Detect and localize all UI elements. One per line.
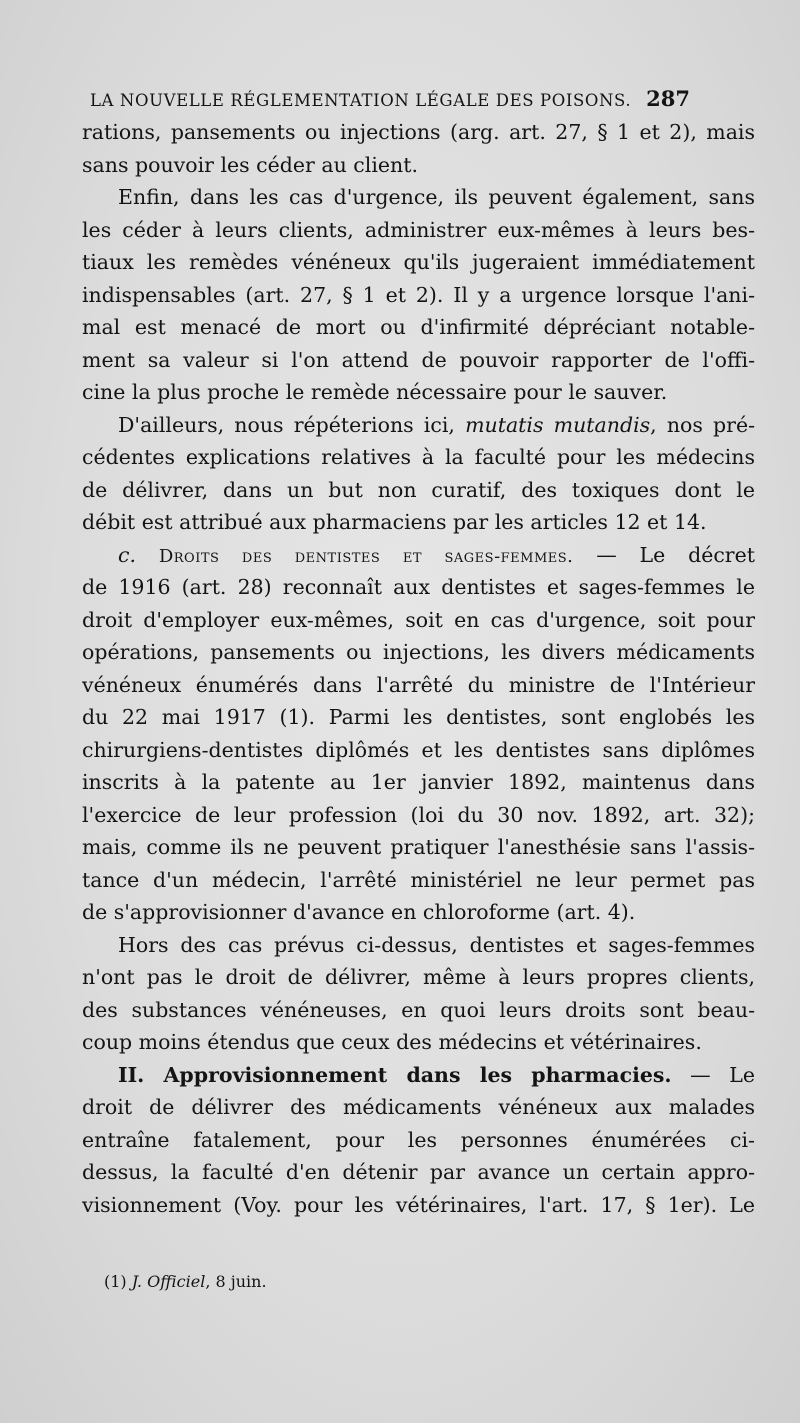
text-line: opérations, pansements ou injections, les divers médicaments [82, 640, 755, 664]
text-line: mal est menacé de mort ou d'infirmité dépréciant notable- [82, 315, 755, 339]
page-number: 287 [646, 86, 690, 111]
footnote-source: J. Officiel [131, 1272, 206, 1291]
italic-phrase: mutatis mutandis [465, 412, 651, 437]
text-line: Hors des cas prévus ci-dessus, dentistes et sages-femmes [118, 932, 755, 957]
text-line: l'exercice de leur profession (loi du 30 nov. 1892, art. 32); [82, 802, 755, 827]
text-line: tiaux les remèdes vénéneux qu'ils jugeraient immédiatement [82, 250, 755, 274]
text-line: les céder à leurs clients, administrer eux-mêmes à leurs bes- [82, 217, 755, 242]
footnote [104, 1272, 267, 1291]
text-line [82, 1059, 755, 1092]
section-heading: Droits des dentistes et sages-femmes. [158, 545, 574, 567]
text-line: des substances vénéneuses, en quoi leurs droits sont beau- [82, 997, 755, 1022]
text-line: coup moins étendus que ceux des médecins et vétérinaires. [82, 1030, 702, 1054]
text-line: vénéneux énumérés dans l'arrêté du ministre de l'Intérieur [82, 672, 755, 697]
text-run: — Le décret [573, 542, 755, 567]
text-line [82, 539, 755, 572]
body-text [82, 116, 755, 1221]
text-run: , nos pré- [650, 412, 755, 437]
text-line [82, 409, 755, 442]
text-line: débit est attribué aux pharmaciens par les articles 12 et 14. [82, 510, 707, 534]
text-line: de s'approvisionner d'avance en chloroforme (art. 4). [82, 900, 636, 924]
text-line: visionnement (Voy. pour les vétérinaires, l'art. 17, § 1er). Le [82, 1192, 755, 1217]
text-line: dessus, la faculté d'en détenir par avance un certain appro- [82, 1160, 755, 1184]
text-line: tance d'un médecin, l'arrêté ministériel ne leur permet pas [82, 867, 755, 892]
text-line: ment sa valeur si l'on attend de pouvoir rapporter de l'offi- [82, 347, 755, 372]
text-run: D'ailleurs, nous répéterions ici, [118, 412, 466, 437]
footnote-date: , 8 juin. [205, 1272, 267, 1291]
text-line: mais, comme ils ne peuvent pratiquer l'anesthésie sans l'assis- [82, 835, 755, 859]
section-heading: II. Approvisionnement dans les pharmacies. [118, 1062, 672, 1087]
footnote-marker: (1) [104, 1272, 132, 1291]
section-letter: c. [118, 542, 136, 567]
text-line: de 1916 (art. 28) reconnaît aux dentistes et sages-femmes le [82, 575, 755, 599]
text-line: droit de délivrer des médicaments vénéneux aux malades [82, 1095, 755, 1119]
text-run: — Le [671, 1062, 755, 1087]
text-line: entraîne fatalement, pour les personnes énumérées ci- [82, 1127, 755, 1152]
text-line: n'ont pas le droit de délivrer, même à leurs propres clients, [82, 965, 755, 989]
text-line: rations, pansements ou injections (arg. art. 27, § 1 et 2), mais [82, 120, 755, 144]
text-line: du 22 mai 1917 (1). Parmi les dentistes, sont englobés les [82, 705, 755, 729]
text-line: Enfin, dans les cas d'urgence, ils peuvent également, sans [118, 185, 755, 209]
text-line: de délivrer, dans un but non curatif, des toxiques dont le [82, 477, 755, 502]
text-line: sans pouvoir les céder au client. [82, 152, 418, 177]
running-title: LA NOUVELLE RÉGLEMENTATION LÉGALE DES POISONS. [90, 91, 632, 110]
text-line: cine la plus proche le remède nécessaire pour le sauver. [82, 380, 668, 404]
text-line: chirurgiens-dentistes diplômés et les dentistes sans diplômes [82, 737, 755, 762]
text-line: inscrits à la patente au 1er janvier 1892, maintenus dans [82, 770, 755, 794]
text-line: droit d'employer eux-mêmes, soit en cas d'urgence, soit pour [82, 607, 755, 632]
text-line: indispensables (art. 27, § 1 et 2). Il y a urgence lorsque l'ani- [82, 282, 755, 307]
text-line: cédentes explications relatives à la faculté pour les médecins [82, 445, 755, 469]
running-header [90, 86, 690, 114]
